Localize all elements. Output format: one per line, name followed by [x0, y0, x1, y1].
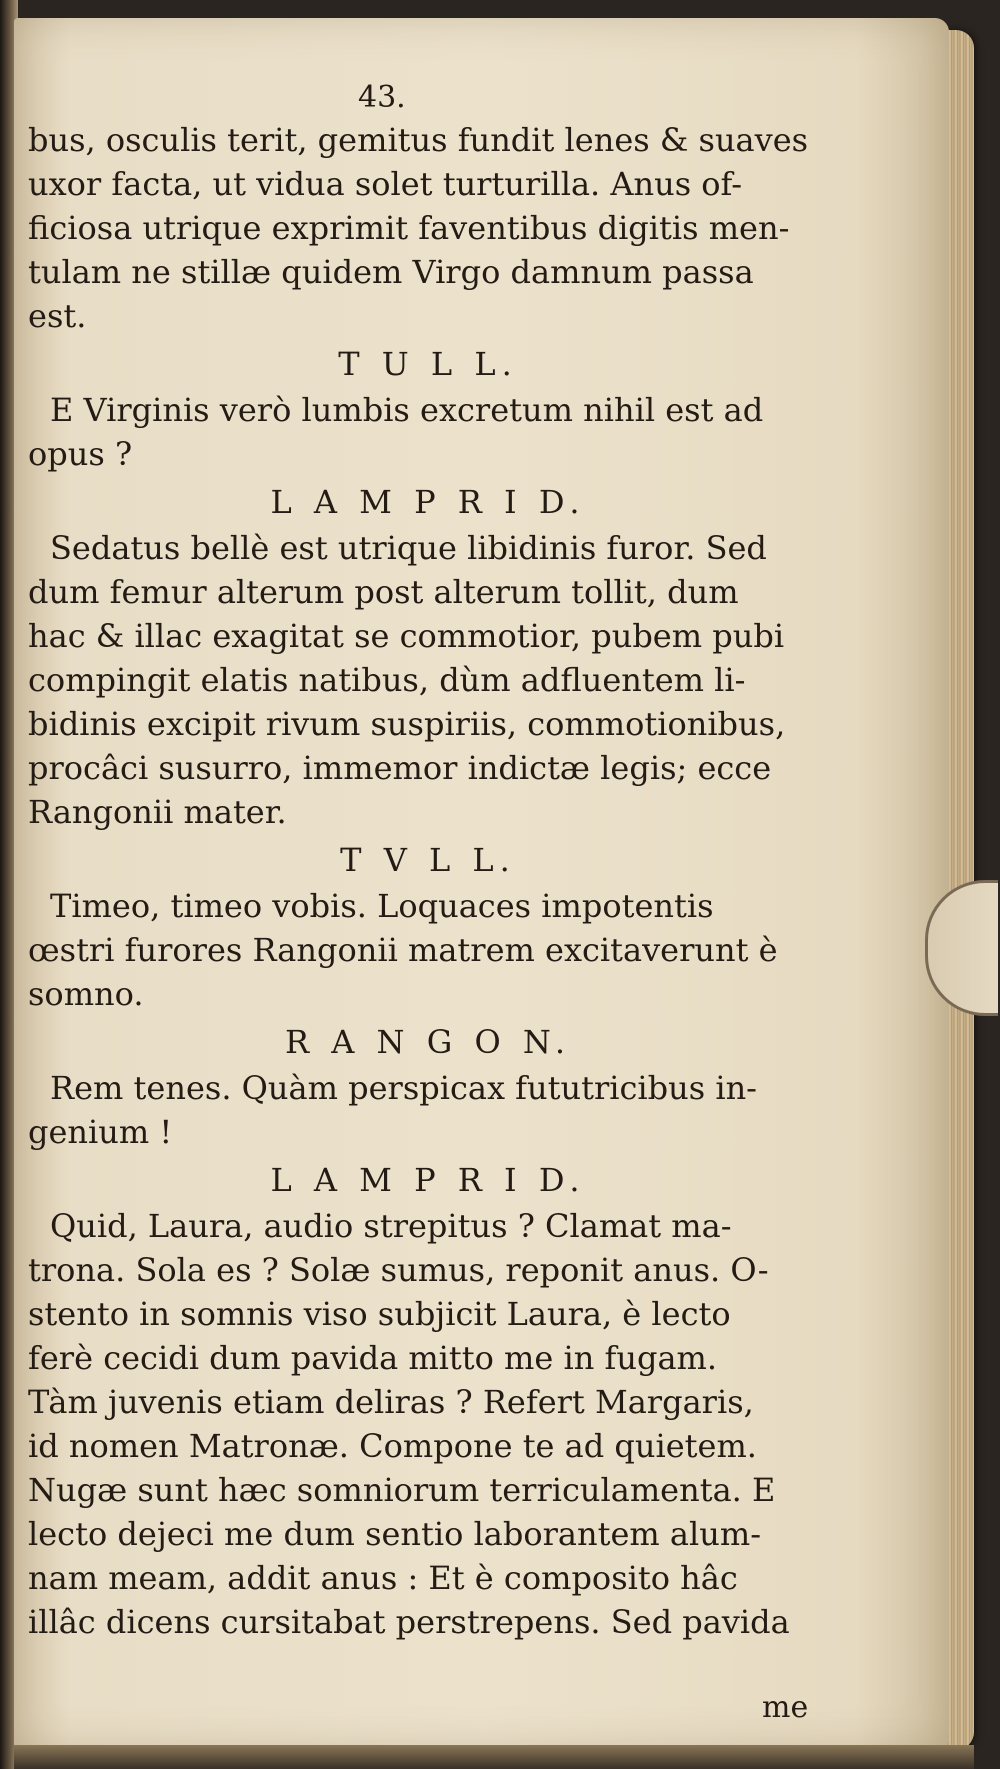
text-line: tulam ne stillæ quidem Virgo damnum passa — [28, 253, 754, 291]
text-line: Timeo, timeo vobis. Loquaces impotentis — [50, 887, 714, 925]
text-line: lecto dejeci me dum sentio laborantem alum- — [28, 1515, 761, 1553]
text-line: ferè cecidi dum pavida mitto me in fugam. — [28, 1339, 718, 1377]
speaker-heading: R A N G O N. — [285, 1023, 571, 1061]
text-line: nam meam, addit anus : Et è composito hâc — [28, 1559, 738, 1597]
text-line: trona. Sola es ? Solæ sumus, reponit anus. O- — [28, 1251, 769, 1289]
text-line: stento in somnis viso subjicit Laura, è lecto — [28, 1295, 731, 1333]
text-line: ficiosa utrique exprimit faventibus digitis men- — [28, 209, 790, 247]
text-line: bus, osculis terit, gemitus fundit lenes & suaves — [28, 121, 809, 159]
text-line: est. — [28, 297, 87, 335]
text-line: compingit elatis natibus, dùm adfluentem li- — [28, 661, 746, 699]
page-body-text — [28, 118, 828, 1644]
text-line: Rangonii mater. — [28, 793, 287, 831]
text-line: opus ? — [28, 435, 133, 473]
text-line: uxor facta, ut vidua solet turturilla. Anus of- — [28, 165, 743, 203]
text-line: Rem tenes. Quàm perspicax fututricibus in- — [50, 1069, 757, 1107]
text-line: hac & illac exagitat se commotior, pubem pubi — [28, 617, 785, 655]
text-line: Sedatus bellè est utrique libidinis furor. Sed — [50, 529, 767, 567]
text-line: Nugæ sunt hæc somniorum terriculamenta. E — [28, 1471, 776, 1509]
page-number: 43. — [358, 80, 406, 115]
text-line: bidinis excipit rivum suspiriis, commotionibus, — [28, 705, 786, 743]
speaker-heading: T V L L. — [340, 841, 516, 879]
text-line: illâc dicens cursitabat perstrepens. Sed pavida — [28, 1603, 790, 1641]
speaker-heading: L A M P R I D. — [270, 1161, 586, 1199]
speaker-heading: L A M P R I D. — [270, 483, 586, 521]
speaker-heading: T U L L. — [338, 345, 518, 383]
text-line: Quid, Laura, audio strepitus ? Clamat ma- — [50, 1207, 732, 1245]
text-line: id nomen Matronæ. Compone te ad quietem. — [28, 1427, 757, 1465]
text-line: Tàm juvenis etiam deliras ? Refert Margaris, — [28, 1383, 754, 1421]
catchword: me — [762, 1690, 809, 1725]
text-line: œstri furores Rangonii matrem excitaverunt è — [28, 931, 778, 969]
text-line: somno. — [28, 975, 144, 1013]
text-line: E Virginis verò lumbis excretum nihil est ad — [50, 391, 764, 429]
text-line: dum femur alterum post alterum tollit, dum — [28, 573, 739, 611]
page-bottom-edge — [14, 1745, 974, 1769]
text-line: procâci susurro, immemor indictæ legis; ecce — [28, 749, 772, 787]
text-line: genium ! — [28, 1113, 173, 1151]
